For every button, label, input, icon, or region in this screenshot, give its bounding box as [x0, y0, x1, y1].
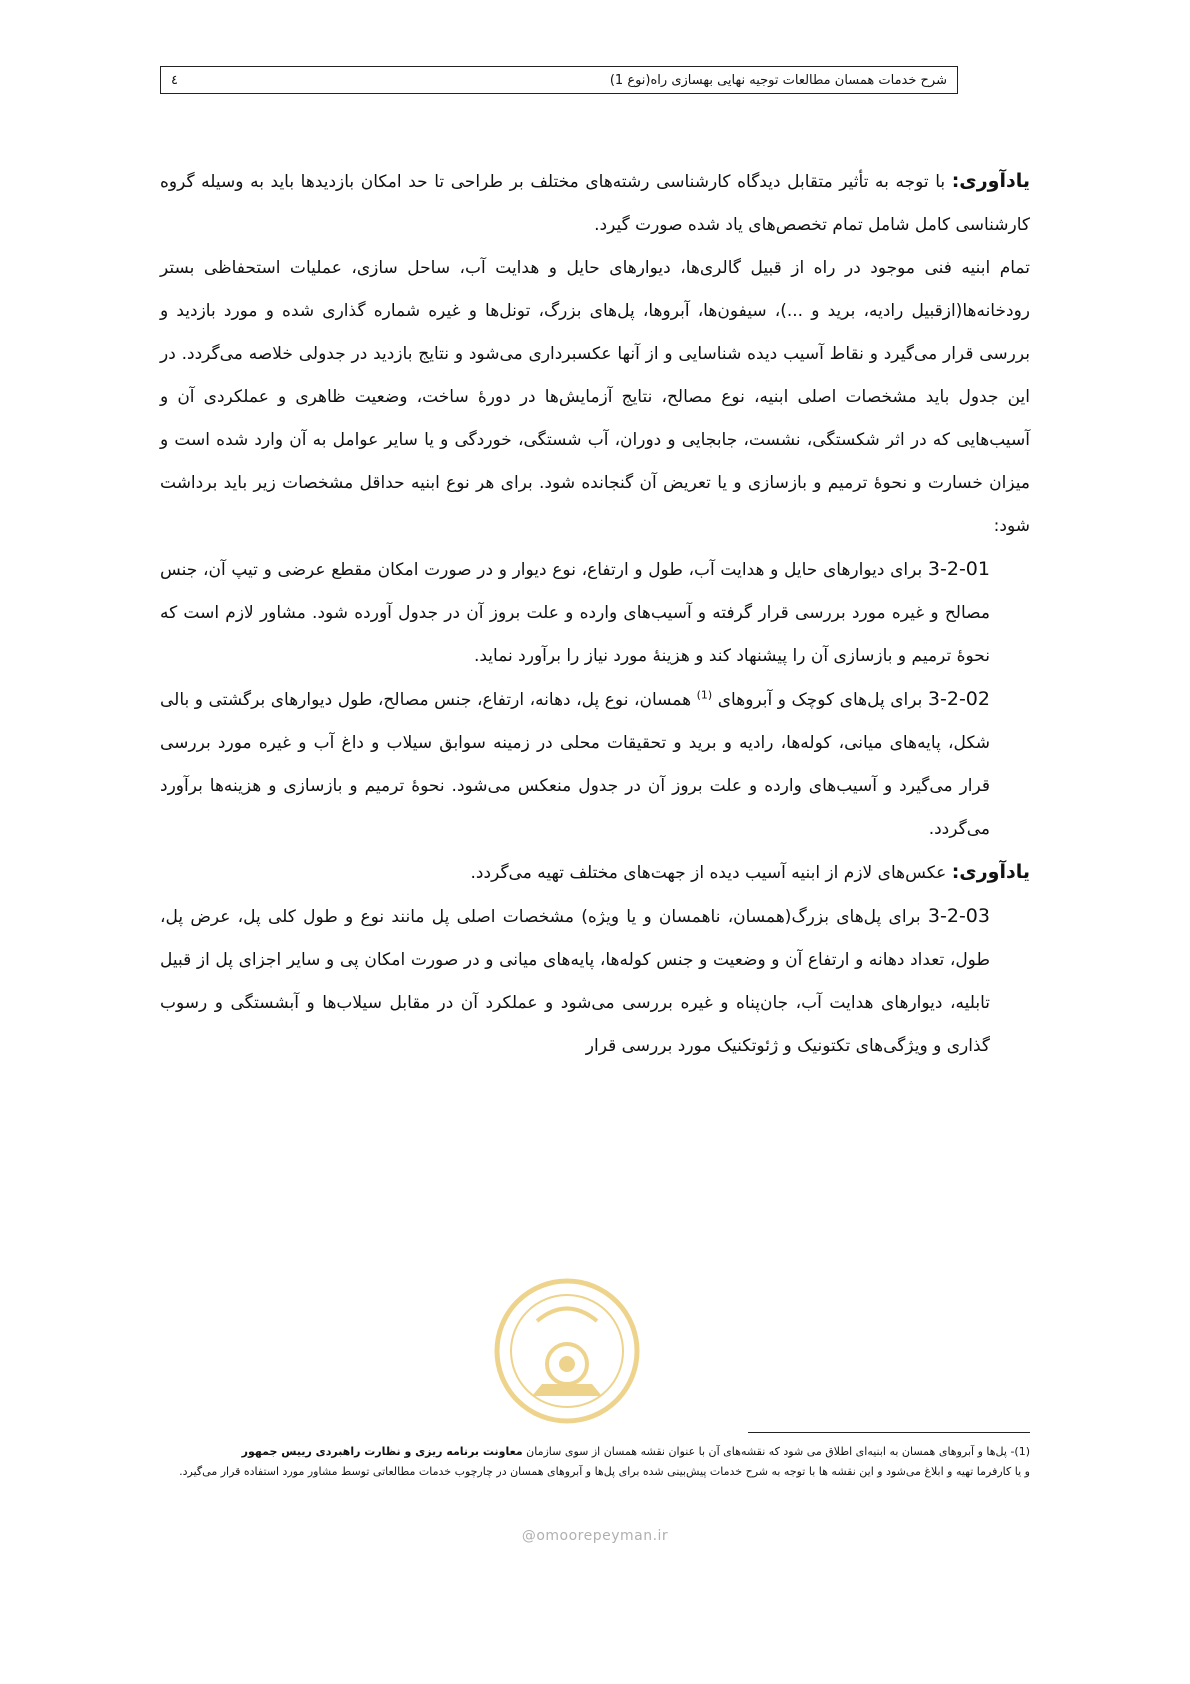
- list-item-large-bridges: [160, 895, 990, 1068]
- list-item-walls: [160, 548, 990, 678]
- footnote-org: معاونت برنامه ریزی و نظارت راهبردی رییس جمهور: [241, 1445, 523, 1458]
- paragraph: تمام ابنیه فنی موجود در راه از قبیل گالری‌ها، دیوارهای حایل و هدایت آب، ساحل سازی، عملیات استحفاظی بستر رودخانه‌ها(ازقبیل رادیه، برید و ...)، سیفون‌ها، آبروها، پل‌های بزرگ، تونل‌ها و غیره شماره گذاری شده و مورد بازدید و بررسی قرار می‌گیرد و نقاط آسیب دیده شناسایی و از آنها عکسبرداری می‌شود و نتایج بازدید در جدولی خلاصه می‌گردد. در این جدول باید مشخصات اصلی ابنیه، نوع مصالح، نتایج آزمایش‌ها در دورهٔ ساخت، وضعیت ظاهری و عملکردی آن و آسیب‌هایی که در اثر شکستگی، نشست، جابجایی و دوران، آب شستگی، خوردگی و یا سایر عوامل به آن وارد شده است و میزان خسارت و نحوهٔ ترمیم و بازسازی و یا تعریض آن گنجانده شود. برای هر نوع ابنیه حداقل مشخصات زیر باید برداشت شود:: [160, 258, 1030, 536]
- note-paragraph: [160, 851, 1030, 895]
- footnote-text: (1)- پل‌ها و آبروهای همسان به ابنیه‌ای اطلاق می شود که نقشه‌های آن با عنوان نقشه همسان از سوی سازمان: [522, 1445, 1030, 1458]
- header-title: شرح خدمات همسان مطالعات توجیه نهایی بهسازی راه(نوع 1): [609, 72, 947, 88]
- main-content: [160, 160, 1030, 1068]
- item-text: برای دیوارهای حایل و هدایت آب، طول و ارتفاع، نوع دیوار و در صورت امکان مقطع عرضی و تیپ آن، جنس مصالح و غیره مورد بررسی قرار گرفته و آسیب‌های وارده و علت بروز آن در جدول آورده شود. مشاور لازم است که نحوهٔ ترمیم و بازسازی آن را پیشنهاد کند و هزینهٔ مورد نیاز را برآورد نماید.: [160, 560, 990, 666]
- page-number: ٤: [171, 72, 178, 88]
- note-text: عکس‌های لازم از ابنیه آسیب دیده از جهت‌های مختلف تهیه می‌گردد.: [470, 863, 952, 883]
- page-header: [160, 66, 958, 94]
- item-number: 3-2-03: [927, 905, 990, 927]
- footnote-line: [160, 1442, 1030, 1462]
- item-text: همسان، نوع پل، دهانه، ارتفاع، جنس مصالح، طول دیوارهای برگشتی و بالی شکل، پایه‌های میانی، کوله‌ها، رادیه و برید و تحقیقات محلی در زمینه سوابق سیلاب و داغ آب و غیره مورد بررسی قرار می‌گیرد و آسیب‌های وارده و علت بروز آن در جدول منعکس می‌شود. نحوهٔ ترمیم و بازسازی و هزینه‌ها برآورد می‌گردد.: [160, 690, 990, 839]
- note-label: یادآوری:: [951, 861, 1030, 883]
- item-text: برای پل‌های بزرگ(همسان، ناهمسان و یا ویژه) مشخصات اصلی پل مانند نوع و طول کلی پل، عرض پل، طول، تعداد دهانه و ارتفاع آن و وضعیت و جنس کوله‌ها، پایه‌های میانی و در صورت امکان پی و سایر اجزای پل از قبیل تابلیه، دیوارهای هدایت آب، جان‌پناه و غیره بررسی می‌شود و عملکرد آن در مقابل سیلاب‌ها و آبشستگی و رسوب گذاری و ویژگی‌های تکتونیک و ژئوتکنیک مورد بررسی قرار: [160, 907, 990, 1056]
- item-text: برای پل‌های کوچک و آبروهای: [712, 690, 928, 710]
- item-number: 3-2-01: [927, 558, 990, 580]
- note-label: یادآوری:: [951, 170, 1030, 192]
- seal-icon: [492, 1276, 642, 1426]
- footnote-line: و یا کارفرما تهیه و ابلاغ می‌شود و این نقشه ها با توجه به شرح خدمات پیش‌بینی شده برای پل‌ها و آبروهای همسان در چارچوب خدمات مطالعاتی توسط مشاور مورد استفاده قرار می‌گیرد.: [179, 1465, 1030, 1478]
- note-paragraph: [160, 160, 1030, 247]
- item-number: 3-2-02: [927, 688, 990, 710]
- footnote-separator: [748, 1432, 1030, 1433]
- note-text: با توجه به تأثیر متقابل دیدگاه کارشناسی رشته‌های مختلف بر طراحی تا حد امکان بازدیدها باید به وسیله گروه کارشناسی کامل شامل تمام تخصص‌های یاد شده صورت گیرد.: [160, 172, 1030, 235]
- list-item-small-bridges: [160, 678, 990, 851]
- watermark-site: @omoorepeyman.ir: [521, 1528, 669, 1544]
- footnote-ref[interactable]: (1): [696, 688, 713, 702]
- footnotes: [160, 1442, 1030, 1482]
